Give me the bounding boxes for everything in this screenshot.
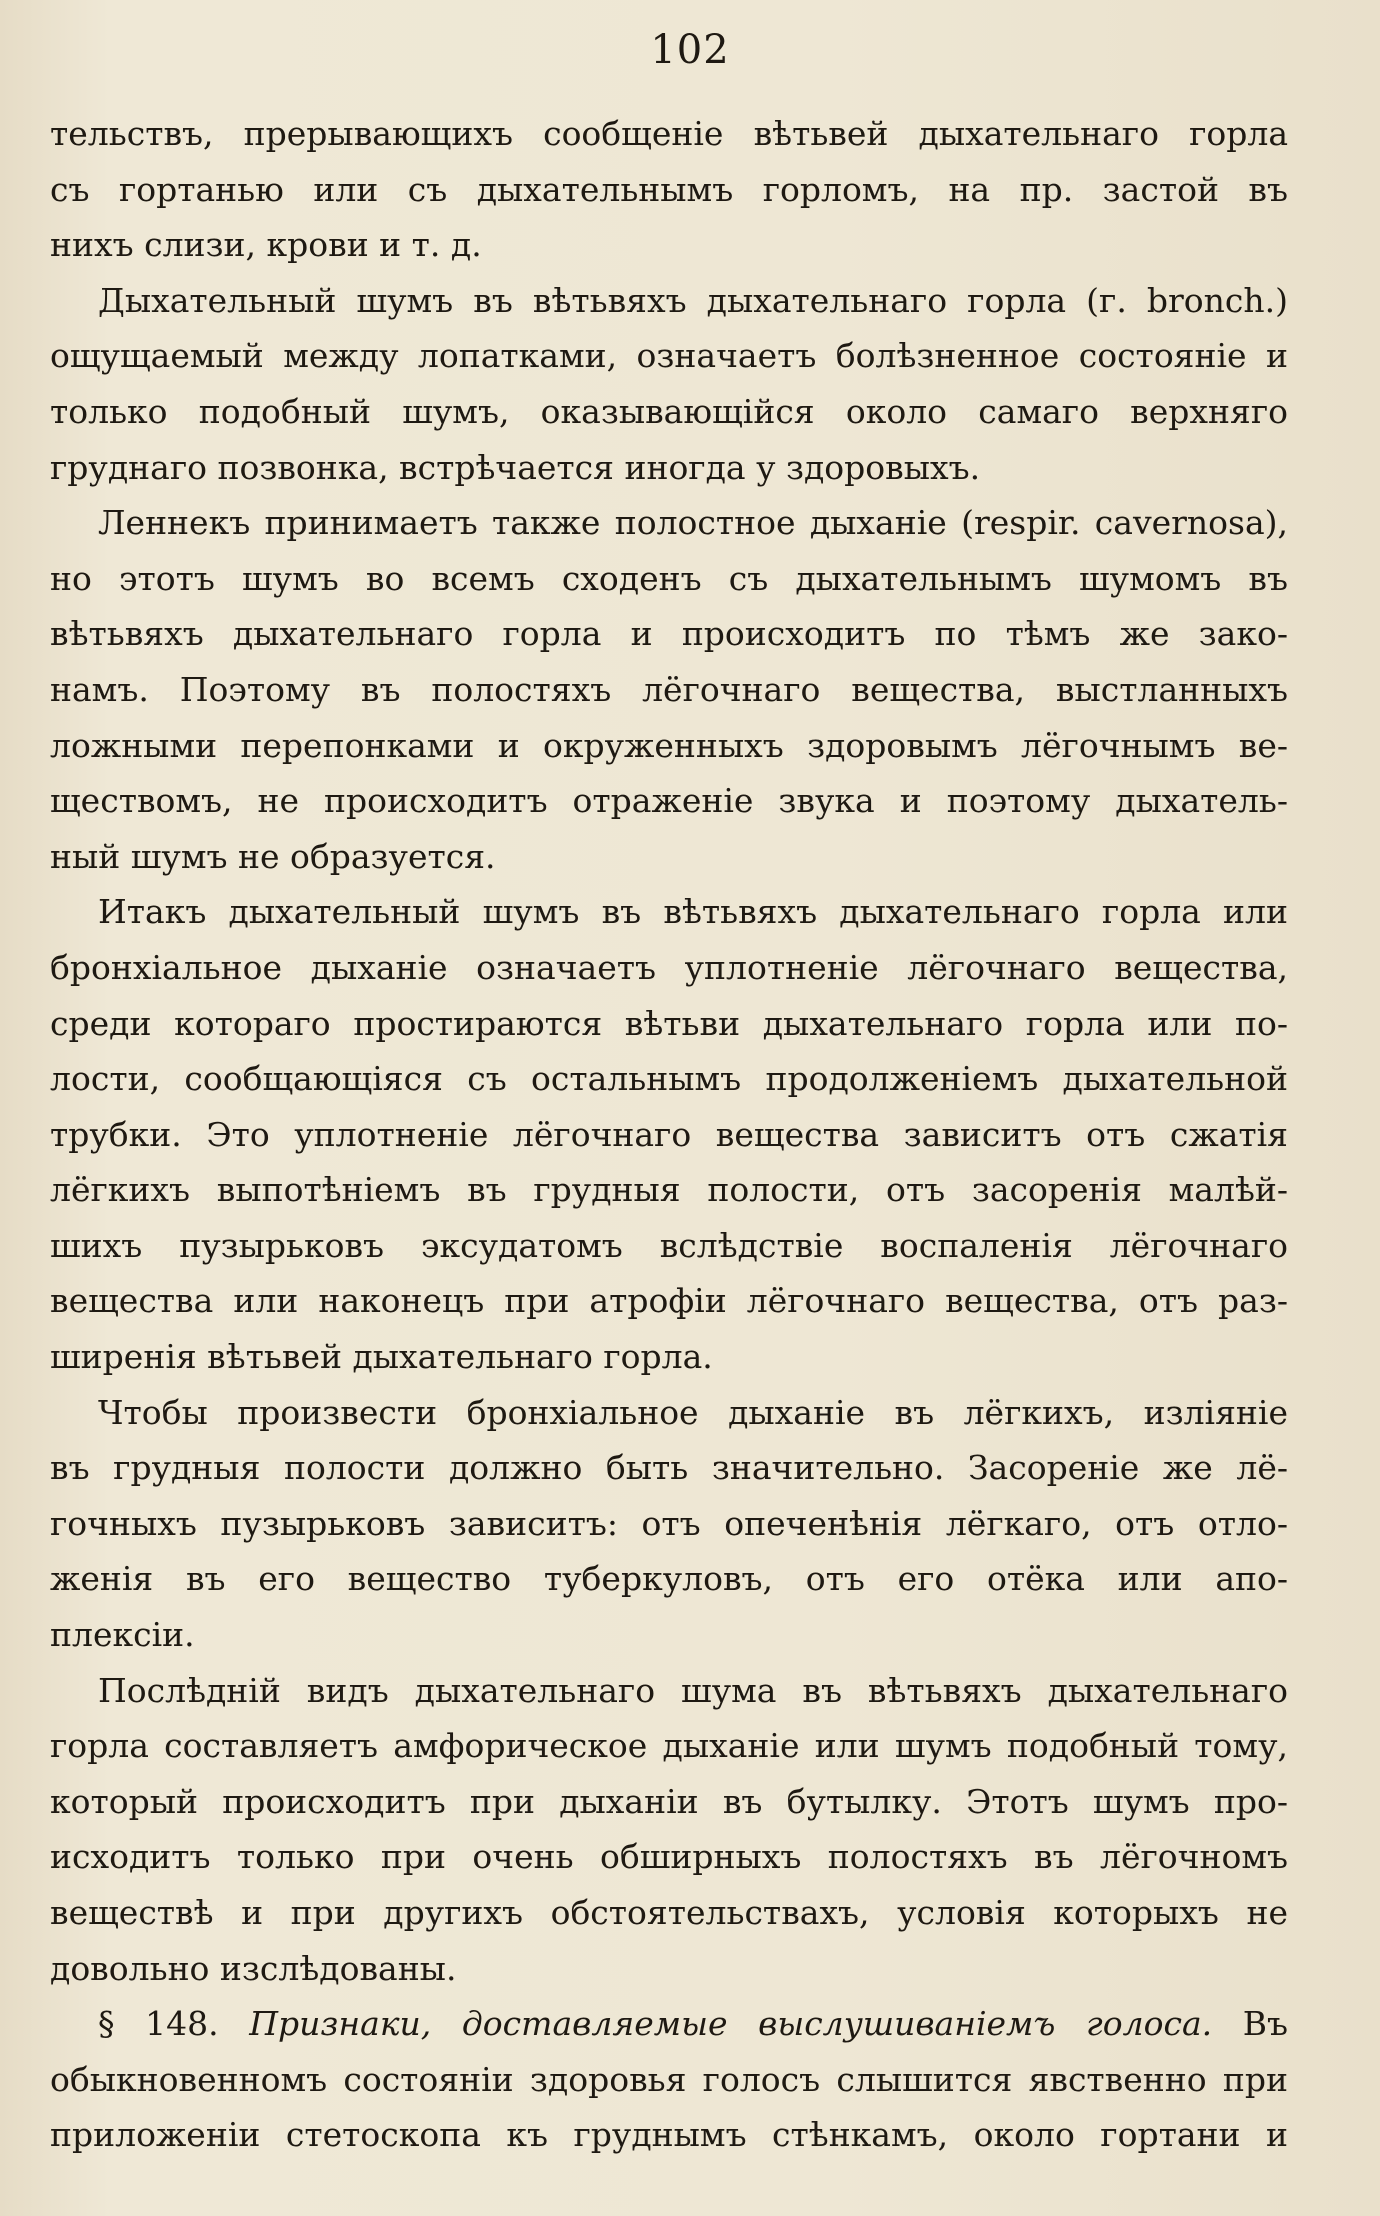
text-line: нихъ слизи, крови и т. д. bbox=[50, 225, 482, 265]
text-line: Итакъ дыхательный шумъ въ вѣтьвяхъ дыхательнаго горла или bbox=[98, 892, 1288, 932]
text-line: ширенія вѣтьвей дыхательнаго горла. bbox=[50, 1337, 713, 1377]
text-line: Леннекъ принимаетъ также полостное дыханіе (respir. cavernosa), bbox=[98, 503, 1288, 543]
text-line: ложными перепонками и окруженныхъ здоровымъ лёгочнымъ ве- bbox=[50, 725, 1288, 765]
section-number: § 148. bbox=[98, 2004, 219, 2044]
text-line: лёгкихъ выпотѣніемъ въ грудныя полости, отъ засоренія малѣй- bbox=[50, 1170, 1288, 1210]
text-line: гочныхъ пузырьковъ зависитъ: отъ опеченѣнія лёгкаго, отъ отло- bbox=[50, 1503, 1288, 1543]
text-line: лости, сообщающіяся съ остальнымъ продолженіемъ дыхательной bbox=[50, 1059, 1288, 1099]
text-line: женія въ его вещество туберкуловъ, отъ его отёка или апо- bbox=[50, 1559, 1288, 1599]
text-line: только подобный шумъ, оказывающійся около самаго верхняго bbox=[50, 391, 1288, 431]
paragraph-4 bbox=[50, 884, 1288, 1384]
section-title: Признаки, доставляемые выслушиваніемъ голоса. bbox=[249, 2004, 1213, 2044]
text-line: веществѣ и при другихъ обстоятельствахъ, условія которыхъ не bbox=[50, 1893, 1288, 1932]
text-line: груднаго позвонка, встрѣчается иногда у здоровыхъ. bbox=[50, 447, 981, 487]
text-line: ощущаемый между лопатками, означаетъ болѣзненное состояніе и bbox=[50, 336, 1288, 376]
paragraph-6 bbox=[50, 1663, 1288, 1997]
text-line: шихъ пузырьковъ эксудатомъ вслѣдствіе воспаленія лёгочнаго bbox=[50, 1225, 1288, 1265]
paragraph-3 bbox=[50, 495, 1288, 884]
paragraph-5 bbox=[50, 1385, 1288, 1663]
text-line: въ грудныя полости должно быть значительно. Засореніе же лё- bbox=[50, 1448, 1288, 1488]
text-line: горла составляетъ амфорическое дыханіе или шумъ подобный тому, bbox=[50, 1726, 1288, 1766]
text-line: среди котораго простираются вѣтьви дыхательнаго горла или по- bbox=[50, 1003, 1288, 1043]
text-line: бронхіальное дыханіе означаетъ уплотненіе лёгочнаго вещества, bbox=[50, 947, 1288, 987]
page-number: 102 bbox=[650, 27, 730, 73]
body-text bbox=[50, 106, 1288, 2163]
section-148 bbox=[50, 1996, 1288, 2163]
text-line: но этотъ шумъ во всемъ сходенъ съ дыхательнымъ шумомъ въ bbox=[50, 558, 1288, 598]
text-line: исходитъ только при очень обширныхъ полостяхъ въ лёгочномъ bbox=[50, 1837, 1288, 1877]
text-line: вѣтьвяхъ дыхательнаго горла и происходитъ по тѣмъ же зако- bbox=[50, 614, 1288, 654]
text-line: съ гортанью или съ дыхательнымъ горломъ, на пр. застой въ bbox=[50, 169, 1288, 209]
text-line: ный шумъ не образуется. bbox=[50, 836, 496, 876]
text-line: который происходитъ при дыханіи въ бутылку. Этотъ шумъ про- bbox=[50, 1781, 1288, 1821]
section-heading-line bbox=[50, 1996, 1288, 2052]
text-line: довольно изслѣдованы. bbox=[50, 1948, 457, 1988]
text-line: Чтобы произвести бронхіальное дыханіе въ лёгкихъ, изліяніе bbox=[98, 1392, 1288, 1432]
text-line: обыкновенномъ состояніи здоровья голосъ слышится явственно при bbox=[50, 2059, 1288, 2099]
text-line: трубки. Это уплотненіе лёгочнаго вещества зависитъ отъ сжатія bbox=[50, 1114, 1288, 1154]
text-line: намъ. Поэтому въ полостяхъ лёгочнаго вещества, выстланныхъ bbox=[50, 669, 1288, 709]
text-line: приложеніи стетоскопа къ груднымъ стѣнкамъ, около гортани и bbox=[50, 2115, 1288, 2155]
paragraph-1 bbox=[50, 106, 1288, 273]
text-line: Послѣдній видъ дыхательнаго шума въ вѣтьвяхъ дыхательнаго bbox=[98, 1670, 1288, 1710]
text-line: вещества или наконецъ при атрофіи лёгочнаго вещества, отъ раз- bbox=[50, 1281, 1288, 1321]
section-first-line-rest: Въ bbox=[1242, 2004, 1288, 2044]
text-line: тельствъ, прерывающихъ сообщеніе вѣтьвей дыхательнаго горла bbox=[50, 114, 1288, 153]
text-line: плексіи. bbox=[50, 1615, 195, 1655]
paragraph-2 bbox=[50, 273, 1288, 495]
text-line: Дыхательный шумъ въ вѣтьвяхъ дыхательнаго горла (г. bronch.) bbox=[98, 280, 1288, 320]
text-line: ществомъ, не происходитъ отраженіе звука и поэтому дыхатель- bbox=[50, 781, 1288, 821]
